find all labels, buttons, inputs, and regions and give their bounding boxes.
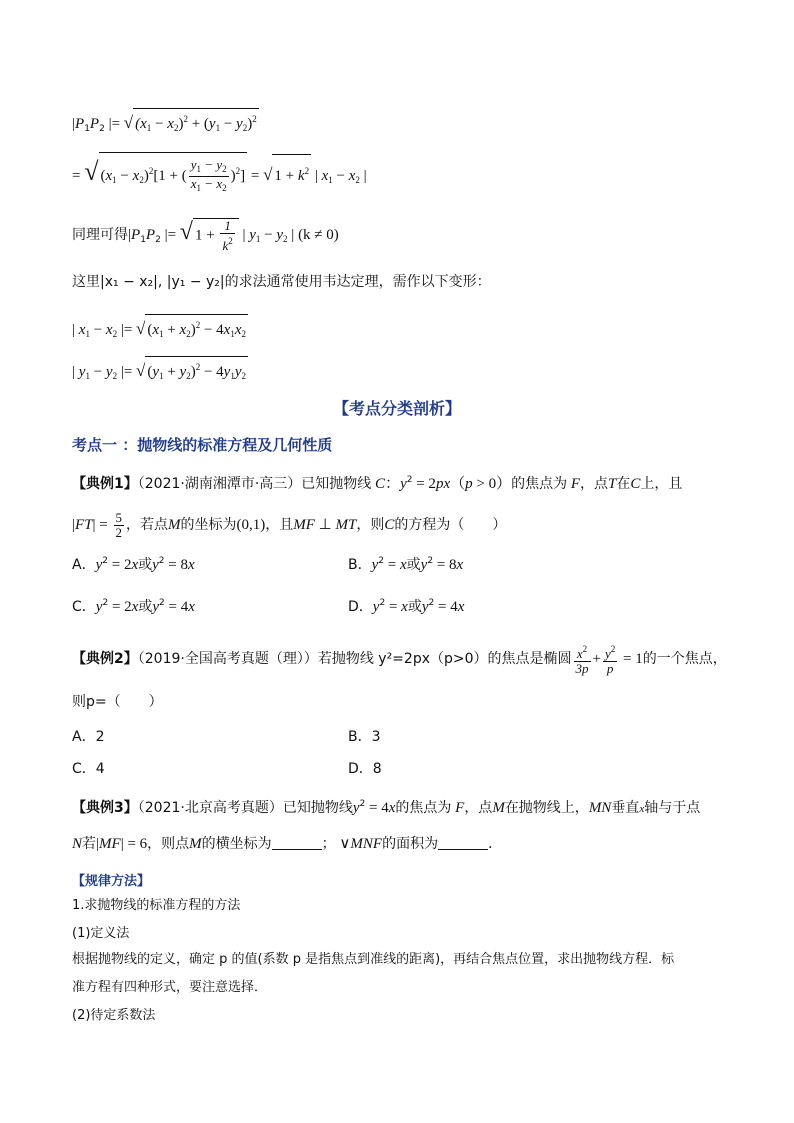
ex1-text-6: 的坐标为 — [180, 517, 237, 533]
x-difference-formula: | $x_1 - x_2$ |= √ $(x_1 + x_2)^2 - 4x_1x_2$ — [72, 314, 248, 344]
method-paragraph-1b: 准方程有四种形式，要注意选择． — [72, 980, 268, 995]
example-2-option-c[interactable]: C．4 — [72, 761, 105, 777]
method-item-1: 1.求抛物线的标准方程的方法 — [72, 898, 241, 913]
ex1-text-3: 在 — [616, 476, 631, 492]
condition-k: (k ≠ 0) — [298, 227, 339, 243]
distance-formula-expanded: = √ $(x_1 - x_2)^2[1$ + ( $\frac{y_1 - y_2}{x_1 - x_2}$ )$^2$] = √ $1 + k^2$ | $x_1 - x_2$ | — [72, 152, 367, 196]
method-sub-1: (1)定义法 — [72, 926, 130, 941]
example-1-line-2: |FT| = $\frac{5}{2}$ ，若点M的坐标为(0,1)，且MF ⊥ MT，则C的方程为（ ） — [72, 509, 507, 540]
distance-formula: $|P_1P_2$ |= √ $(x_1 - x_2)^2 + (y_1 - y_2)^2$ — [72, 108, 259, 139]
or-text: 或 — [406, 557, 421, 573]
example-2-tag: 【典例2】 — [72, 651, 138, 667]
ex3-text-3: ，点 — [464, 800, 493, 816]
option-c-label: C． — [72, 599, 96, 615]
example-2-option-d[interactable]: D．8 — [348, 761, 382, 777]
example-2-option-a[interactable]: A．2 — [72, 729, 105, 745]
ex3-text-6: 轴与于点 — [644, 800, 701, 816]
option-b-label: B． — [348, 557, 372, 573]
method-paragraph-1a: 根据抛物线的定义，确定 p 的值(系数 p 是指焦点到准线的距离)，再结合焦点位置，求出抛物线方程．标 — [72, 952, 675, 967]
example-3-tag: 【典例3】 — [72, 800, 138, 816]
or-text: 或 — [138, 599, 153, 615]
ex3-text-4: 在抛物线上， — [504, 800, 589, 816]
method-sub-2: (2)待定系数法 — [72, 1008, 156, 1023]
ex3-text-11: 的面积为 — [382, 836, 439, 852]
example-1-option-c[interactable]: C．$y^2 = 2x$或$y^2 = 4x$ — [72, 598, 195, 615]
similar-prefix: 同理可得 — [72, 227, 128, 243]
answer-blank-1[interactable] — [272, 835, 322, 850]
vieta-note: 这里|x₁ − x₂|, |y₁ − y₂|的求法通常使用韦达定理，需作以下变形： — [72, 274, 491, 290]
ex3-text-8: ，则点 — [147, 836, 190, 852]
ex1-text-9: 的方程为（ ） — [394, 517, 507, 533]
ex1-text-7: ，且 — [265, 517, 294, 533]
ex1-text-1: 的焦点为 — [511, 476, 568, 492]
ex3-text-7: 若 — [82, 836, 97, 852]
method-title: 【规律方法】 — [72, 874, 151, 889]
ex3-text-5: 垂直 — [611, 800, 640, 816]
option-a-label: A． — [72, 557, 96, 573]
topic-heading: 考点一 ：抛物线的标准方程及几何性质 — [72, 436, 333, 454]
example-2-source: （2019·全国高考真题（理））若抛物线 y²=2px（p>0）的焦点是椭圆 — [137, 651, 572, 667]
example-1-option-b[interactable]: B．$y^2 = x$或$y^2 = 8x$ — [348, 556, 464, 573]
y-difference-formula: | $y_1 - y_2$ |= √ $(y_1 + y_2)^2 - 4y_1y_2$ — [72, 356, 248, 386]
example-2-option-b[interactable]: B．3 — [348, 729, 381, 745]
section-title: 【考点分类剖析】 — [332, 399, 461, 418]
example-3-line-1: 【典例3】（2021·北京高考真题）已知抛物线$y^2 = 4x$的焦点为 F，点M在抛物线上，MN垂直x轴与于点 — [72, 799, 701, 816]
ex1-text-8: ，则 — [356, 517, 385, 533]
example-1-option-a[interactable]: A．$y^2 = 2x$或$y^2 = 8x$ — [72, 556, 195, 573]
example-1-line-1: 【典例1】（2021·湖南湘潭市·高三）已知抛物线 C：$y^2 = 2px(p > 0)$的焦点为 F，点T在C上，且 — [72, 475, 683, 492]
or-text: 或 — [138, 557, 153, 573]
example-1-tag: 【典例1】 — [72, 476, 138, 492]
ex1-text-2: ，点 — [580, 476, 609, 492]
ex2-text-2: 的一个焦点， — [642, 651, 727, 667]
ex1-text-4: 上，且 — [640, 476, 683, 492]
example-3-line-2: N若|MF| = 6，则点M的横坐标为 ； ∨MNF的面积为 ． — [72, 836, 503, 852]
option-d-label: D． — [348, 599, 373, 615]
ex3-text-2: 的焦点为 — [395, 800, 452, 816]
or-text: 或 — [407, 599, 422, 615]
distance-formula-y: 同理可得$|P_1P_2$ |= √ 1 + $\frac{1}{k^2}$ | $y_1 - y_2$ | (k ≠ 0) — [72, 217, 339, 253]
ex1-text-5: ，若点 — [126, 517, 168, 533]
example-2-line-2: 则p=（ ） — [72, 694, 163, 710]
ex3-text-10: ； — [321, 836, 336, 852]
ex3-text-12: ． — [488, 836, 503, 852]
example-2-line-1: 【典例2】（2019·全国高考真题（理））若抛物线 y²=2px（p>0）的焦点是椭圆 $\frac{x^2}{3p}$ + $\frac{y^2}{p}$ = 1的一个焦点， — [72, 644, 727, 676]
answer-blank-2[interactable] — [438, 835, 488, 850]
example-1-option-d[interactable]: D．$y^2 = x$或$y^2 = 4x$ — [348, 598, 465, 615]
example-3-source: （2021·北京高考真题）已知抛物线 — [137, 800, 353, 816]
example-1-source: （2021·湖南湘潭市·高三）已知抛物线 — [137, 476, 372, 492]
ex3-text-9: 的横坐标为 — [201, 836, 272, 852]
